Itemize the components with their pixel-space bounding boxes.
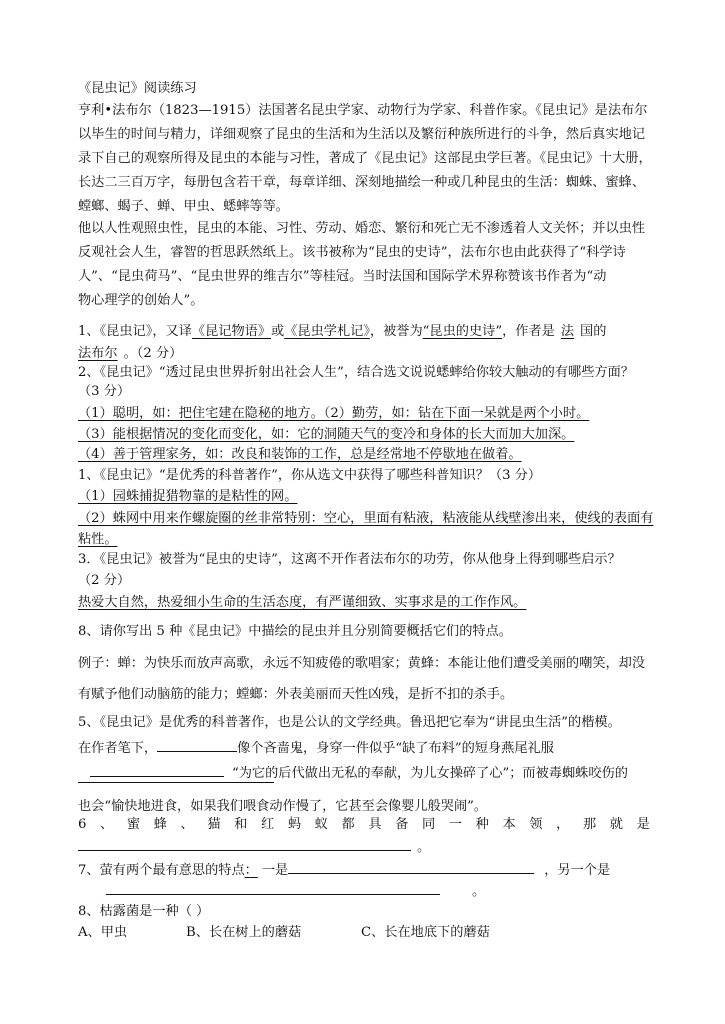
example-line: 有赋予他们动脑筋的能力；螳螂：外表美丽而天性凶残，是折不扣的杀手。: [78, 687, 514, 702]
answer-1d: 法: [560, 324, 575, 339]
answer-2-3: （4）善于管理家务，如：改良和装饰的工作，总是经常地不停歇地在做着。: [78, 447, 522, 462]
question-1-cont: 法布尔 。（2 分）: [78, 346, 183, 361]
answer-2-2: （3）能根据情况的变化而变化，如：它的洞随天气的变冷和身体的长大而加大加深。: [78, 427, 575, 442]
question-7-line2: 。: [78, 836, 650, 858]
fill-blank[interactable]: [288, 859, 534, 874]
option-b[interactable]: B、长在树上的蘑菇: [186, 925, 302, 940]
question-6: 5、《昆虫记》是优秀的科普著作，也是公认的文学经典。鲁迅把它奉为“讲昆虫生活”的楷模。: [78, 715, 621, 730]
answer-1a: 《昆记物语》: [191, 324, 272, 339]
question-9: 8、枯露菌是一种（ ）: [78, 904, 210, 919]
question-7-char: 猫: [207, 817, 221, 832]
answer-1c: “昆虫的史诗”: [422, 324, 503, 339]
option-a[interactable]: A、甲虫: [78, 925, 128, 940]
answer-3-2: （2）蛛网中用来作螺旋圈的丝非常特别：空心，里面有粘液，粘液能从线壁渗出来，使线的表面有: [78, 511, 654, 526]
intro-line: 人”、“昆虫荷马”、“昆虫世界的维吉尔”等桂冠。当时法国和国际学术界称赞该书作者为“动: [78, 269, 607, 284]
question-3: 1、《昆虫记》“是优秀的科普著作”，你从选文中获得了哪些科普知识？（3 分）: [78, 468, 542, 483]
intro-line: 录下自己的观察所得及昆虫的本能与习性，著成了《昆虫记》这部昆虫学巨著。《昆虫记》十大册，: [78, 151, 652, 166]
question-8: 7、萤有两个最有意思的特点： 一是 ，另一个是: [78, 859, 650, 881]
question-7-char: 都: [341, 817, 355, 832]
question-7-char: 领: [529, 817, 543, 832]
option-c[interactable]: C、长在地底下的蘑菇: [361, 925, 490, 940]
question-7-char: 蚂: [287, 817, 302, 832]
intro-line: 反观社会人生，睿智的哲思跃然纸上。该书被称为“昆虫的史诗”，法布尔也由此获得了“科学诗: [78, 245, 626, 260]
intro-line: 长达二三百万字，每册包含若干章，每章详细、深刻地描绘一种或几种昆虫的生活：蜘蛛、蜜蜂、: [78, 175, 646, 190]
question-7-char: 一: [448, 817, 462, 832]
intro-line: 以毕生的时间与精力，详细观察了昆虫的生活和为生活以及繁衍种族所进行的斗争，然后真实地记: [78, 127, 646, 142]
question-7-char: 具: [368, 817, 382, 832]
question-9-options: [78, 923, 650, 943]
question-7-char: 蚁: [314, 817, 328, 832]
answer-1e: 法布尔: [78, 346, 118, 361]
question-7-char: 备: [395, 817, 409, 832]
question-7: [78, 815, 650, 835]
answer-1b: 《昆虫学札记》: [284, 324, 370, 339]
question-7-char: ，: [556, 817, 570, 832]
answer-3-1: （1）园蛛捕捉猎物靠的是粘性的网。: [78, 489, 298, 504]
question-7-char: 本: [502, 817, 516, 832]
question-7-char: 是: [636, 817, 650, 832]
intro-line: 螳螂、蝎子、蝉、甲虫、蟋蟀等等。: [78, 199, 289, 214]
question-5: 8、请你写出 5 种《昆虫记》中描绘的昆虫并且分别简要概括它们的特点。: [78, 624, 512, 639]
example-line: 例子：蝉：为快乐而放声高歌，永远不知疲倦的歌唱家；黄蜂：本能让他们遭受美丽的嘲笑，却没: [78, 656, 646, 671]
question-2: 2、《昆虫记》“透过昆虫世界折射出社会人生”，结合选文说说蟋蟀给你较大触动的有哪些方面？: [78, 365, 634, 380]
question-7-char: 同: [421, 817, 436, 832]
question-7-char: 红: [261, 817, 275, 832]
question-7-char: 蜜: [126, 817, 141, 832]
intro-line: 亨利•法布尔（1823—1915）法国著名昆虫学家、动物行为学家、科普作家。《昆虫记》是法布尔: [78, 103, 648, 118]
question-7-char: 种: [475, 817, 489, 832]
question-6-line3: “为它的后代做出无私的奉献，为儿女操碎了心”；而被毒蜘蛛咬伤的: [78, 762, 650, 784]
fill-blank[interactable]: [157, 737, 237, 752]
question-7-char: 、: [100, 817, 114, 832]
page-title: 《昆虫记》阅读练习: [78, 81, 197, 96]
question-7-char: 那: [582, 817, 597, 832]
question-8-line2: 。: [78, 880, 650, 902]
intro-line: 物心理学的创始人”。: [78, 293, 204, 308]
question-2-points: （3 分）: [78, 384, 131, 399]
fill-blank[interactable]: [78, 768, 274, 783]
question-6-line2: 在作者笔下， 像个吝啬鬼，身穿一件似乎“缺了布料”的短身燕尾礼服: [78, 737, 650, 759]
question-6-line4: [78, 768, 650, 790]
answer-2-1: （1）聪明，如：把住宅建在隐秘的地方。（2）勤劳，如：钻在下面一呆就是两个小时。: [78, 406, 590, 421]
question-7-char: 和: [234, 817, 248, 832]
intro-line: 他以人性观照虫性，昆虫的本能、习性、劳动、婚恋、繁衍和死亡无不渗透着人文关怀；并以虫性: [78, 221, 646, 236]
question-7-char: 6: [78, 817, 87, 832]
question-7-char: 就: [609, 817, 623, 832]
answer-3-2-cont: 粘性。: [78, 532, 118, 547]
question-7-char: 蜂: [153, 817, 167, 832]
fill-blank[interactable]: [106, 880, 440, 895]
question-6-line5: 也会“愉快地进食，如果我们喂食动作慢了，它甚至会像婴儿般哭闹”。: [78, 799, 488, 814]
question-1: 1、《昆虫记》，又译《昆记物语》或《昆虫学札记》，被誉为“昆虫的史诗”，作者是 法 国的: [78, 324, 607, 339]
question-4-points: （2 分）: [78, 573, 131, 588]
question-4: 3．《昆虫记》被誉为“昆虫的史诗”，这离不开作者法布尔的功劳，你从他身上得到哪些启示？: [78, 552, 621, 567]
question-7-char: 、: [180, 817, 194, 832]
fill-blank[interactable]: [78, 836, 411, 851]
answer-4: 热爱大自然，热爱细小生命的生活态度，有严谨细致、实事求是的工作作风。: [78, 595, 527, 610]
